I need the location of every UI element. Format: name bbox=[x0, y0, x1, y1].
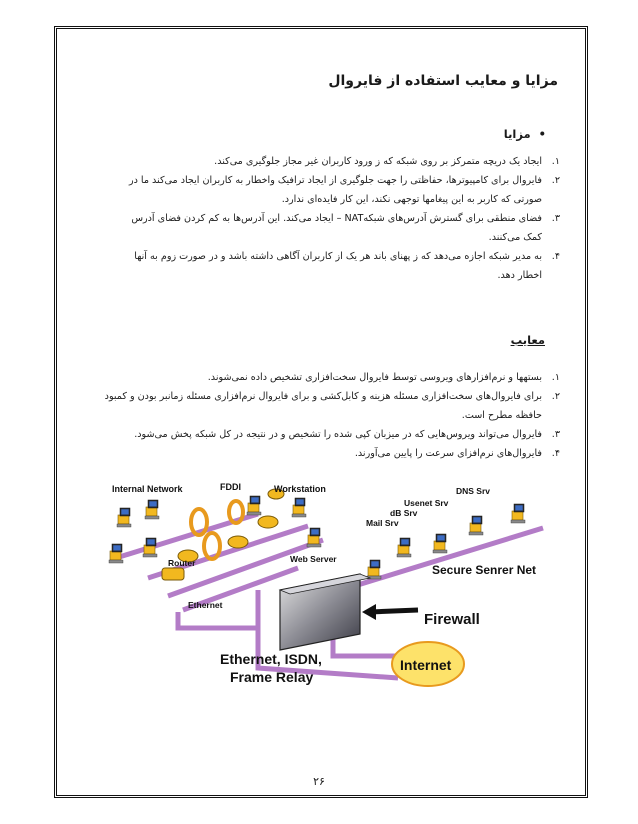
workstation-icon bbox=[145, 500, 159, 519]
workstation-icon bbox=[117, 508, 131, 527]
label-secure-server-net: Secure Senrer Net bbox=[432, 563, 537, 577]
page-title: مزایا و معایب استفاده از فایروال bbox=[328, 73, 558, 89]
item-text: فایروال می‌تواند ویروس‌هایی که در میزبان کپی شده را تشخیص و در نتیجه در کل شبکه پخش می‌شود. bbox=[134, 429, 542, 440]
disadvantage-item bbox=[80, 425, 560, 444]
label-ethernet: Ethernet bbox=[188, 600, 223, 610]
item-number: ۴. bbox=[551, 251, 560, 262]
label-internet: Internet bbox=[400, 657, 452, 673]
server-icon bbox=[397, 538, 411, 557]
item-text: فضای منطقی برای گسترش آدرس‌های شبکهNAT – ایجاد می‌کند. این آدرس‌ها به کم کردن فضای آدرس bbox=[131, 213, 542, 224]
label-fddi: FDDI bbox=[220, 482, 241, 492]
label-firewall: Firewall bbox=[424, 611, 480, 628]
item-number: ۴. bbox=[551, 448, 560, 459]
server-icon bbox=[433, 534, 447, 553]
disadvantages-heading: معایب bbox=[510, 333, 545, 347]
item-text: ایجاد یک دریچه متمرکز بر روی شبکه که ز ورود کاربران غیر مجاز جلوگیری می‌کند. bbox=[214, 156, 542, 167]
label-wan-line2: Frame Relay bbox=[230, 669, 314, 685]
advantage-item bbox=[80, 209, 560, 247]
disadvantages-list bbox=[80, 368, 560, 463]
label-mail-srv: Mail Srv bbox=[366, 518, 399, 528]
server-icon bbox=[469, 516, 483, 535]
workstation-icon bbox=[307, 528, 321, 547]
router-icon bbox=[162, 568, 184, 580]
label-wan-line1: Ethernet, ISDN, bbox=[220, 651, 322, 667]
firewall-arrowhead-icon bbox=[362, 604, 376, 620]
hub-icon bbox=[228, 536, 248, 548]
item-text: فایروال برای کامپیوترها، حفاظتی را جهت جلوگیری از ایجاد ترافیک واخطار به کاربران ایجاد می‌کند ما در bbox=[128, 175, 542, 186]
advantages-list bbox=[80, 152, 560, 285]
item-number: ۲. bbox=[551, 391, 560, 402]
label-db-srv: dB Srv bbox=[390, 508, 418, 518]
workstation-icon bbox=[292, 498, 306, 517]
item-number: ۳. bbox=[551, 429, 560, 440]
network-diagram bbox=[108, 478, 556, 710]
label-web-server: Web Server bbox=[290, 554, 337, 564]
item-number: ۳. bbox=[551, 213, 560, 224]
page-number: ۲۶ bbox=[313, 775, 325, 788]
label-dns-srv: DNS Srv bbox=[456, 486, 491, 496]
firewall-arrow-icon bbox=[370, 610, 418, 612]
item-number: ۱. bbox=[551, 372, 560, 383]
bullet-icon: • bbox=[538, 127, 546, 141]
item-text-continued: حافظه مطرح است. bbox=[461, 410, 542, 421]
workstation-icon bbox=[143, 538, 157, 557]
server-icon bbox=[511, 504, 525, 523]
label-internal-network: Internal Network bbox=[112, 484, 183, 494]
label-workstation: Workstation bbox=[274, 484, 326, 494]
item-text: برای فایروال‌های سخت‌افزاری مسئله هزینه و کابل‌کشی و برای فایروال نرم‌افزاری مسئله زمانبر بودن و کمبود bbox=[104, 391, 542, 402]
label-usenet-srv: Usenet Srv bbox=[404, 498, 449, 508]
advantage-item bbox=[80, 171, 560, 209]
advantage-item bbox=[80, 247, 560, 285]
item-text: به مدیر شبکه اجازه می‌دهد که ز پهنای باند هر یک از کاربران آگاهی داشته باشد و در صورت زوم به آنها bbox=[134, 251, 542, 262]
item-number: ۲. bbox=[551, 175, 560, 186]
item-text-continued: کمک می‌کنند. bbox=[488, 232, 542, 243]
workstation-icon bbox=[109, 544, 123, 563]
advantage-item bbox=[80, 152, 560, 171]
hub-icon bbox=[258, 516, 278, 528]
disadvantage-item bbox=[80, 387, 560, 425]
item-text: فایروال‌های نرم‌افزای سرعت را پایین می‌آورند. bbox=[354, 448, 542, 459]
server-icon bbox=[367, 560, 381, 579]
advantages-heading-text: مزایا bbox=[503, 127, 531, 141]
item-text-continued: صورتی که کاربر به این پیغامها توجهی نکند، این کار فایده‌ای ندارد. bbox=[281, 194, 542, 205]
item-number: ۱. bbox=[551, 156, 560, 167]
advantages-heading bbox=[504, 127, 546, 141]
label-router: Router bbox=[168, 558, 196, 568]
disadvantage-item bbox=[80, 444, 560, 463]
disadvantage-item bbox=[80, 368, 560, 387]
item-text-continued: اخطار دهد. bbox=[497, 270, 542, 281]
item-text: بستهها و نرم‌افزارهای ویروسی توسط فایروال سخت‌افزاری تشخیص داده نمی‌شوند. bbox=[207, 372, 542, 383]
workstation-icon bbox=[247, 496, 261, 515]
